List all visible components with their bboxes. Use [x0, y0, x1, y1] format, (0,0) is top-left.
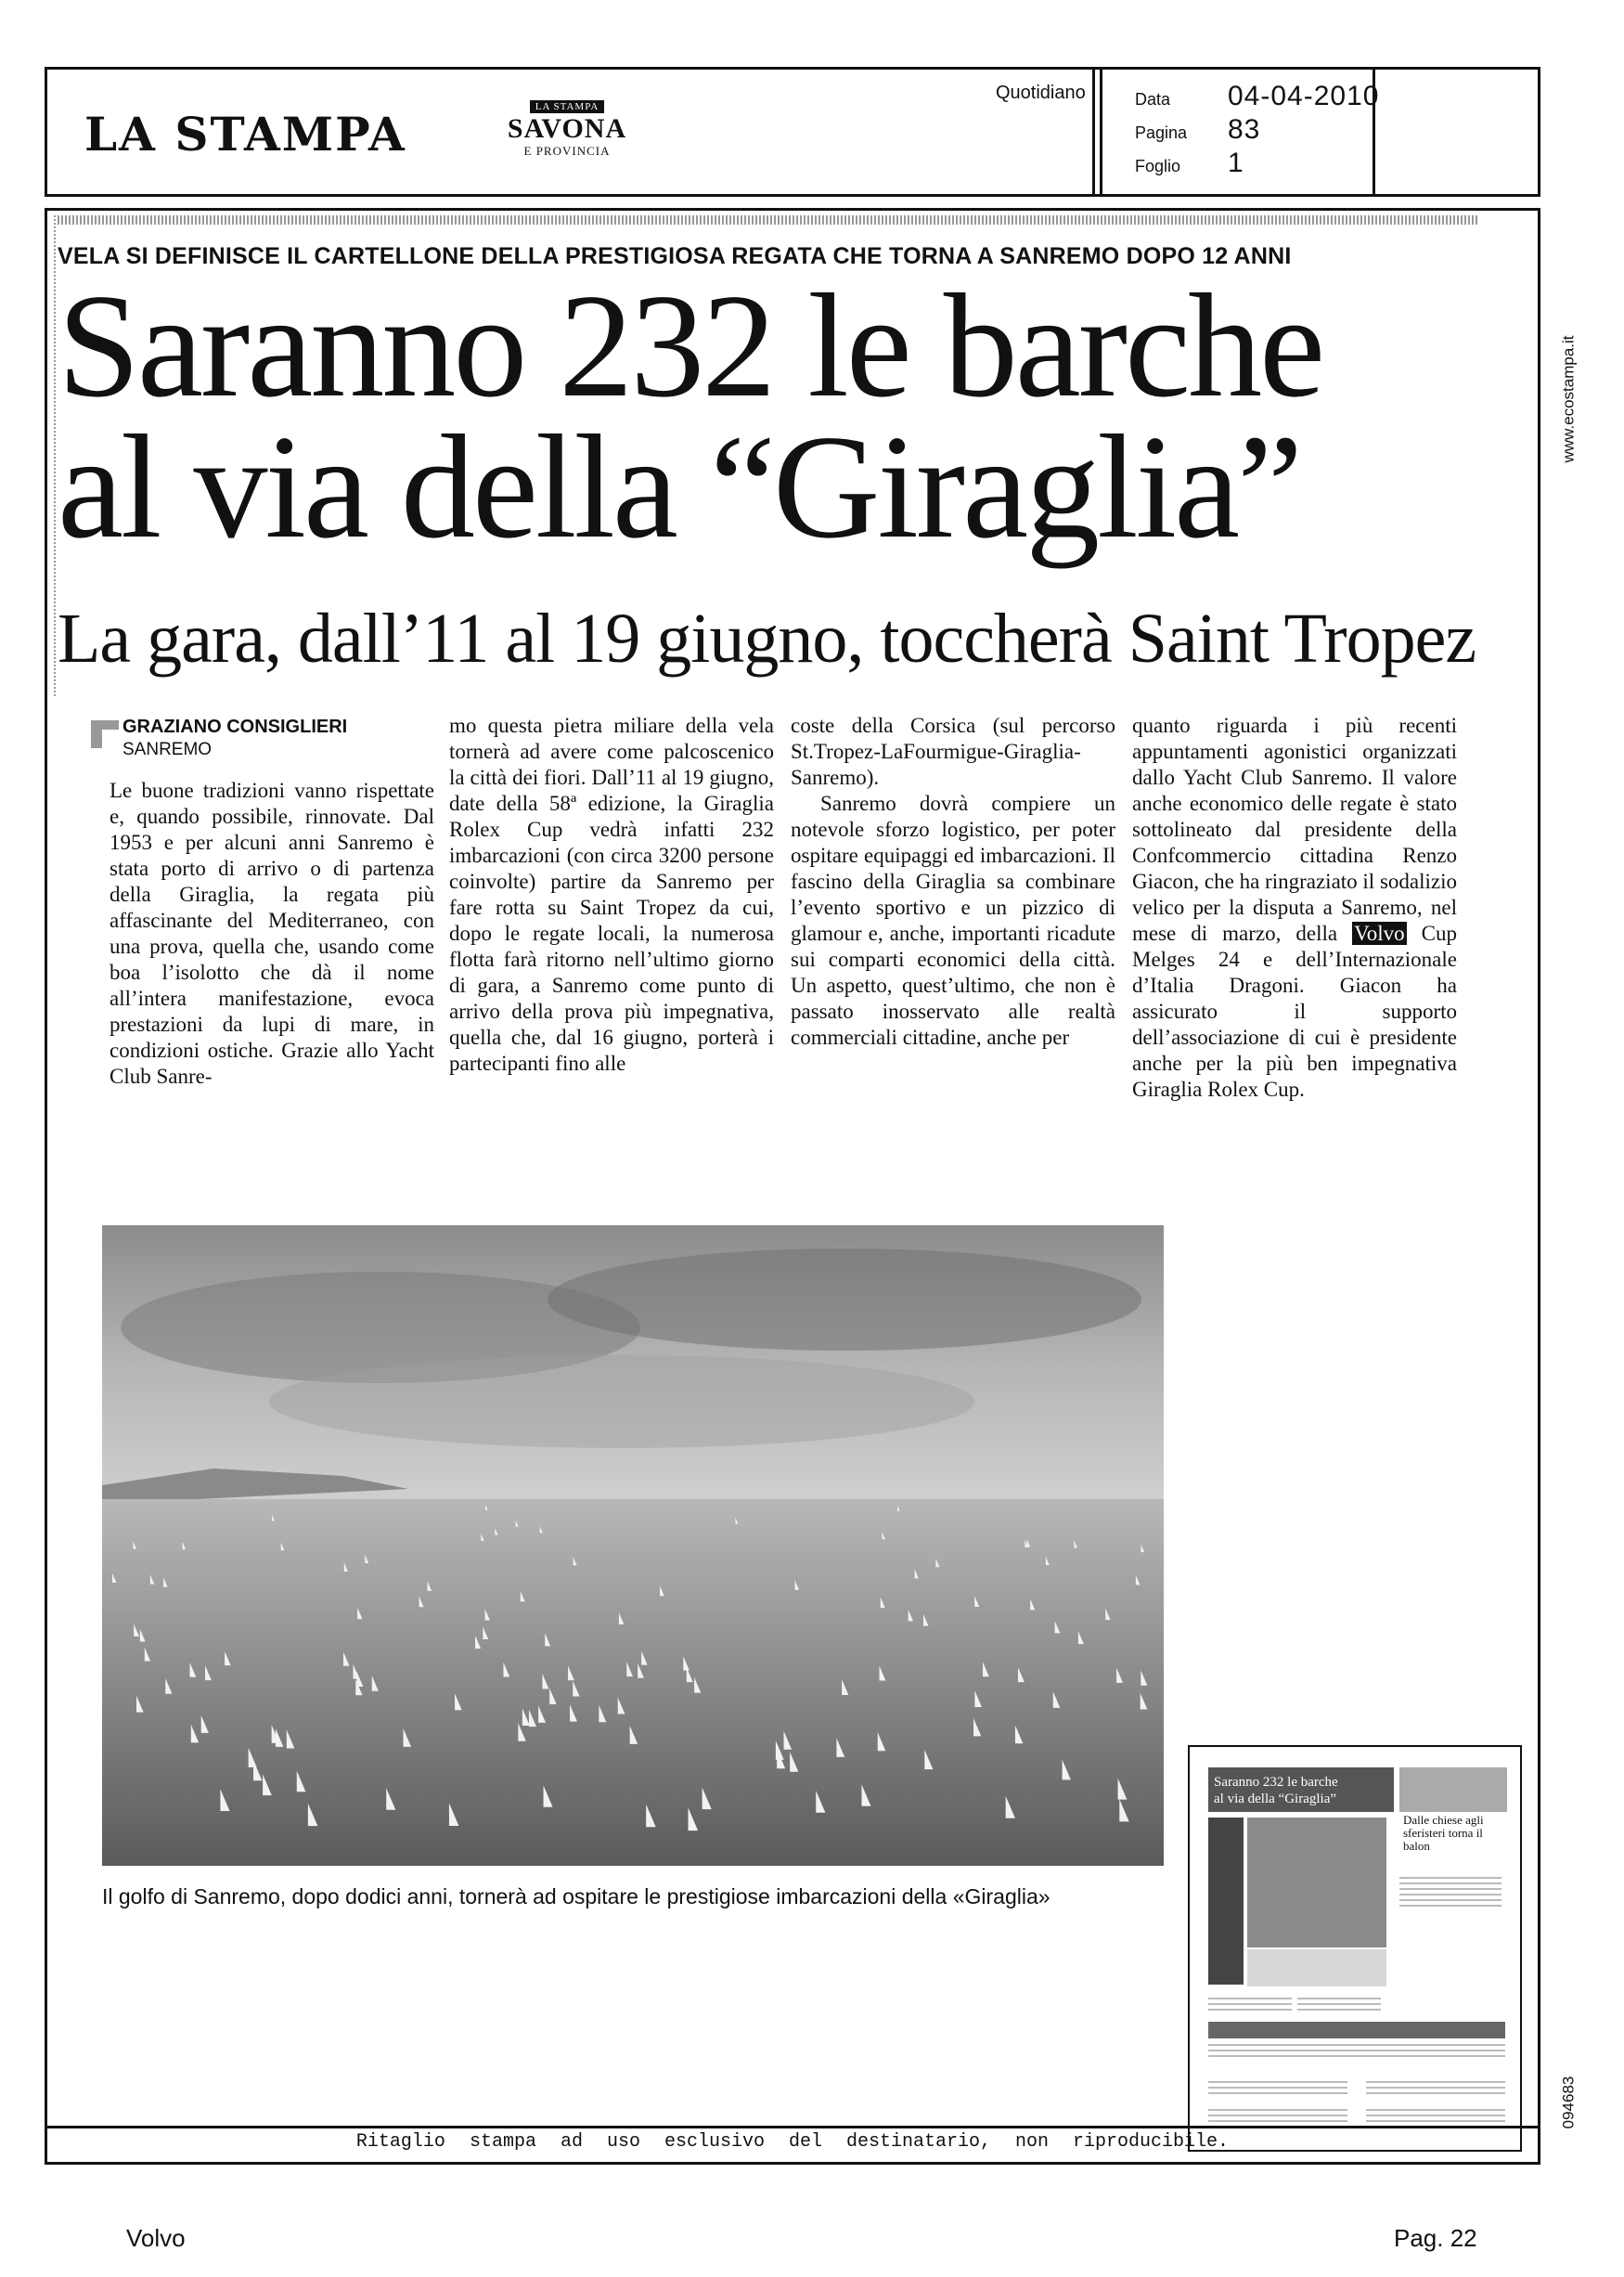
thumbnail-graphic — [1190, 1747, 1522, 2152]
header-box — [45, 67, 1540, 197]
edition-city: SAVONA — [507, 113, 627, 144]
divider — [1100, 70, 1102, 194]
side-url-text: www.ecostampa.it — [1559, 335, 1577, 463]
meta-value: 04-04-2010 — [1228, 81, 1380, 111]
divider — [1092, 70, 1095, 194]
kicker: VELA SI DEFINISCE IL CARTELLONE DELLA PRESTIGIOSA REGATA CHE TORNA A SANREMO DOPO 12 ANNI — [58, 243, 1292, 269]
publication-type: Quotidiano — [996, 83, 1086, 103]
headline-line: Saranno 232 le barche — [58, 263, 1323, 428]
text-run: Cup Melges 24 e dell’Internazionale d’Italia Dragoni. Giacon ha assicurato il supporto dell’associazione di cui è presidente anche per la più ben impegnativa Giraglia Rolex Cup. — [1132, 922, 1458, 1101]
dateline: SANREMO — [122, 740, 213, 759]
masthead: LA STAMPA — [84, 107, 406, 162]
paragraph: coste della Corsica (sul percorso St.Tropez-LaFourmigue-Giraglia-Sanremo). — [791, 714, 1115, 789]
edition-logo — [502, 97, 632, 159]
paragraph: mo questa pietra miliare della vela tornerà ad avere come palcoscenico la città dei fiori. Dall’11 al 19 giugno, date della 58ª edizione, la Giraglia Rolex Cup vedrà infatti 232 imbarcazioni (con circa 3200 persone coinvolte) partire da Sanremo per fare rotta su Saint Tropez da cui, dopo le regate locali, la numerosa flotta farà ritorno nell’ultimo giorno di gara, a Sanremo come punto di arrivo della prova più impegnativa, quella che, dal 16 giugno, porterà i partecipanti fino alle — [449, 714, 774, 1075]
author: GRAZIANO CONSIGLIERI — [122, 717, 348, 737]
thumbnail-title: al via della “Giraglia” — [1214, 1792, 1337, 1806]
meta-row — [1135, 114, 1379, 148]
meta-label: Foglio — [1135, 157, 1181, 175]
column-3 — [791, 713, 1115, 1051]
thumbnail-side-title: Dalle chiese agli sferisteri torna il balon — [1403, 1814, 1484, 1853]
text-run: quanto riguarda i più recenti appuntamenti agonistici organizzati dallo Yacht Club Sanremo. Il valore anche economico delle regate è stato sottolineato dal presidente della Confcommercio cittadina Renzo Giacon, che ha ringraziato il sodalizio velico per la disputa a Sanremo, nel mese di marzo, della — [1132, 714, 1457, 945]
column-1 — [110, 713, 434, 1090]
dotted-rule-vertical — [54, 215, 56, 698]
thumbnail-title: Saranno 232 le barche — [1214, 1775, 1338, 1790]
paragraph: Sanremo dovrà compiere un notevole sforzo logistico, per poter ospitare equipaggi ed imbarcazioni. Il fascino della Giraglia sa combinare l’evento sportivo e un pizzico di glamour e, anche, importanti ricadute sui comparti economici della città. Un aspetto, quest’ultimo, che non è passato inosservato alle realtà commerciali cittadine, anche per — [791, 792, 1115, 1049]
highlighted-keyword: Volvo — [1354, 922, 1405, 945]
side-url — [1540, 278, 1596, 520]
meta-value: 1 — [1228, 148, 1244, 178]
regatta-photo — [102, 1225, 1164, 1866]
clipping-code-text: 094683 — [1558, 2076, 1577, 2129]
meta-table — [1135, 81, 1379, 181]
paragraph — [1132, 713, 1457, 1103]
column-4 — [1132, 713, 1457, 1103]
meta-label: Pagina — [1135, 123, 1188, 142]
dotted-rule — [54, 215, 1477, 225]
subheadline: La gara, dall’11 al 19 giugno, toccherà Saint Tropez — [58, 600, 1476, 678]
paragraph: Le buone tradizioni vanno rispettate e, quando possibile, rinnovate. Dal 1953 e per alcuni anni Sanremo è stata porto di arrivo o di partenza della Giraglia, la regata più affascinante del Mediterraneo, con una prova, quella che, usando come boa l’isolotto che dà il nome all’intera manifestazione, evoca prestazioni da lupi di mare, in condizioni ostiche. Grazie allo Yacht Club Sanre- — [110, 779, 434, 1088]
photo-graphic — [102, 1225, 1164, 1866]
footer-client: Volvo — [126, 2224, 186, 2252]
column-2 — [449, 713, 774, 1077]
divider — [45, 2126, 1540, 2128]
page-thumbnail — [1188, 1745, 1522, 2152]
headline — [58, 263, 1505, 569]
clipping-code — [1540, 2042, 1596, 2163]
meta-label: Data — [1135, 90, 1171, 109]
headline-line: al via della “Giraglia” — [58, 404, 1301, 569]
meta-value: 83 — [1228, 114, 1261, 145]
meta-row — [1135, 81, 1379, 114]
meta-row — [1135, 148, 1379, 181]
photo-caption: Il golfo di Sanremo, dopo dodici anni, tornerà ad ospitare le prestigiose imbarcazioni della «Giraglia» — [102, 1884, 1050, 1908]
edition-tag: LA STAMPA — [530, 100, 605, 113]
edition-sub: E PROVINCIA — [523, 144, 611, 158]
copyright-notice: Ritaglio stampa ad uso esclusivo del destinatario, non riproducibile. — [355, 2131, 1230, 2153]
footer-page: Pag. 22 — [1394, 2224, 1477, 2252]
